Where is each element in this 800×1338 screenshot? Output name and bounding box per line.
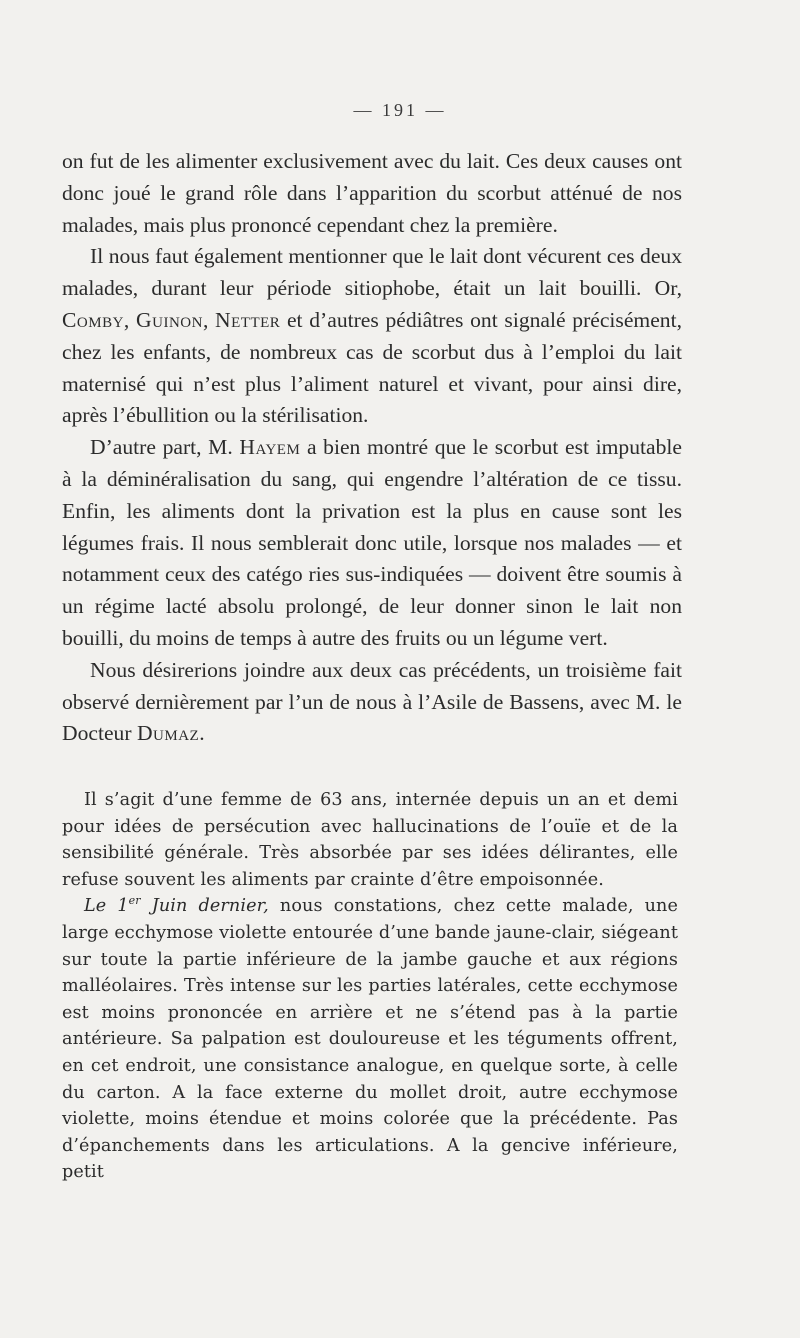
case-date-b: Juin dernier, — [140, 896, 269, 917]
paragraph-2 — [62, 241, 682, 432]
paragraph-1: on fut de les alimenter exclusivement avec du lait. Ces deux causes ont donc joué le grand rôle dans l’apparition du scorbut atténué de nos malades, mais plus prononcé cependant chez la première. — [62, 149, 682, 237]
author-name-dumaz: Dumaz — [136, 721, 200, 746]
paragraph-3-text-a: D’autre part, M. — [90, 435, 240, 460]
paragraph-4-text-a: Nous désirerions joindre aux deux cas précédents, un troisième fait observé dernièrement par l’un de nous à l’Asile de Bassens, avec M. le Docteur — [62, 657, 682, 746]
paragraph-4 — [62, 655, 682, 750]
case-paragraph-1: Il s’agit d’une femme de 63 ans, internée depuis un an et demi pour idées de persécution avec hallucinations de l’ouïe et de la sensibilité générale. Très absorbée par ses idées délirantes, elle refuse souvent les aliments par crainte d’être empoisonnée. — [62, 790, 678, 890]
separator: , — [123, 307, 137, 332]
separator: , — [202, 307, 216, 332]
paragraph-3-text-b: a bien montré que le scorbut est imputable à la déminéralisation du sang, qui engendre l’altération de ce tissu. Enfin, les aliments dont la privation est la plus en cause sont les légumes frais. Il nous semblerait donc utile, lorsque nos malades — et notamment ceux des catégo ries sus-indiquées — doivent être soumis à un régime lacté absolu prolongé, de leur donner sinon le lait non bouilli, du moins de temps à autre des fruits ou un légume vert. — [62, 435, 682, 650]
case-paragraph-2 — [62, 893, 678, 1186]
case-report — [62, 787, 678, 1186]
paragraph-2-text-a: Il nous faut également mentionner que le lait dont vécurent ces deux malades, durant leur période sitiophobe, était un lait bouilli. Or, — [62, 244, 682, 301]
page-number: — 191 — — [353, 100, 447, 120]
author-name-hayem: Hayem — [239, 435, 301, 460]
case-date-a: Le 1 — [84, 896, 129, 917]
author-name-comby: Comby — [62, 307, 124, 332]
author-name-guinon: Guinon — [136, 307, 203, 332]
case-date-sup: er — [128, 894, 141, 908]
main-text — [62, 146, 682, 750]
case-date — [84, 896, 269, 916]
paragraph-4-text-b: . — [199, 721, 205, 746]
paragraph-3 — [62, 432, 682, 655]
paragraph-2-text-b: et d’autres pédiâtres ont signalé précisément, chez les enfants, de nombreux cas de scorbut dus à l’emploi du lait maternisé qui n’est plus l’aliment naturel et vivant, pour ainsi dire, après l’ébullition ou la stérilisation. — [62, 307, 682, 428]
case-paragraph-2-text: nous constations, chez cette malade, une large ecchymose violette entourée d’une bande jaune-clair, siégeant sur toute la partie inférieure de la jambe gauche et aux régions malléolaires. Très intense sur les parties latérales, cette ecchymose est moins prononcée en arrière et ne s’étend pas à la partie antérieure. Sa palpation est douloureuse et les téguments offrent, en cet endroit, une consistance analogue, en quelque sorte, à celle du carton. A la face externe du mollet droit, autre ecchymose violette, moins étendue et moins colorée que la précédente. Pas d’épanchements dans les articulations. A la gencive inférieure, petit — [62, 896, 678, 1183]
author-name-netter: Netter — [215, 307, 281, 332]
